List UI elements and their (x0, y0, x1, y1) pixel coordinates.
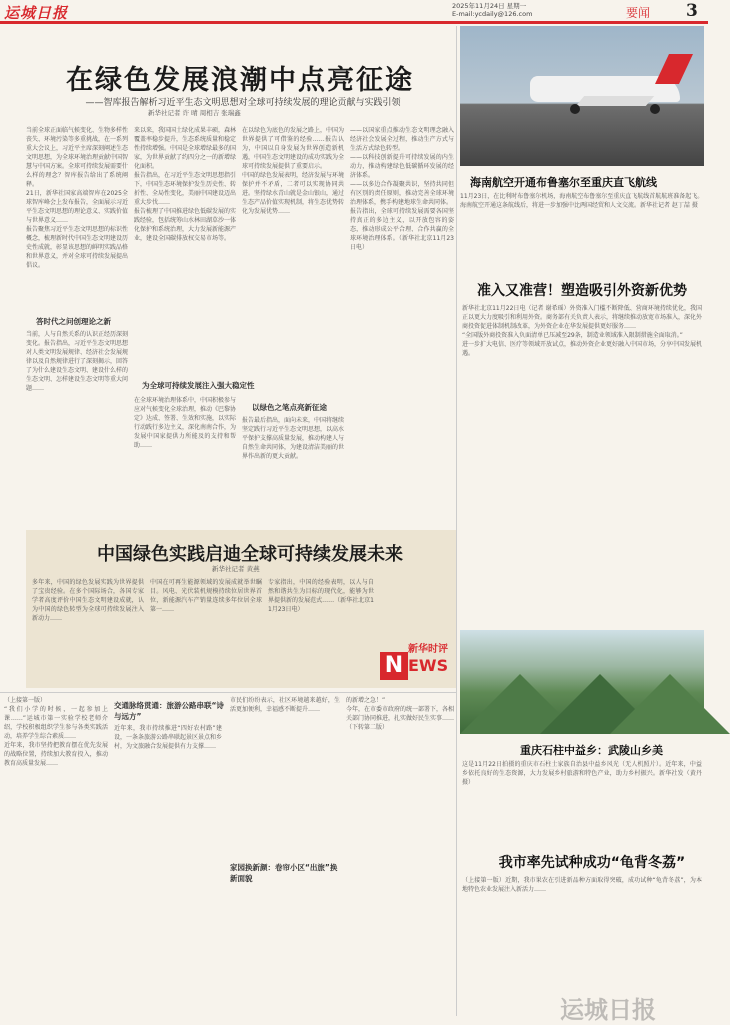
masthead (0, 0, 708, 24)
lead-byline: 新华社记者 许 晴 周相吉 张瑞鑫 (148, 109, 241, 117)
date-line: 2025年11月24日 星期一 (452, 2, 527, 10)
airplane-photo (460, 26, 704, 166)
right-article2-headline: 我市率先试种成功“龟背冬荔” (498, 855, 686, 871)
second-headline: 中国绿色实践启迪全球可持续发展未来 (97, 544, 403, 565)
lead-column-3b: 报告最后指出，面向未来，中国将继续坚定践行习近平生态文明思想，以高水平保护支撑高质量发展，推动构建人与自然生命共同体，为建设清洁美丽的世界作出新的更大贡献。 (242, 417, 345, 460)
mountain-photo (460, 630, 704, 734)
lower-subhead-1: 交通脉络贯通：旅游公路串联“诗与远方” (114, 701, 224, 721)
section-name: 要闻 (626, 6, 651, 20)
lead-column-1: 当前全球正面临气候变化、生物多样性丧失、环境污染等多重挑战，在一系列重大会议上，习近平主席深刻阐述生态文明思想，为全球环境治理贡献中国智慧与中国方案。全球可持续发展需要什么样的理念？智库报告给出了系统阐释。 21日，新华社国家高端智库在2025全球智库峰会上发布报告，全面展示习近平生态文明思想的理论意义、实践价值与世界意义…… 报告聚焦习近平生态文明思想的标识性概念，梳理新时代中国生态文明建设历史性成就，彰显该思想的鲜明实践品格和世界意义，并对全球可持续发展提出倡议。 (26, 127, 129, 269)
lead-subhead-2: 为全球可持续发展注入强大稳定性 (142, 381, 255, 390)
lower-subhead-2: 家园换新颜：卷帘小区“出旅”换新面貌 (230, 863, 338, 883)
landing-gear (570, 104, 580, 114)
lower-column-1: （上接第一版） “我们小学的时候，一起参加上课……”运城市第一实验学校老师介绍，学校积极组织学生参与各类实践活动，培养学生综合素质…… 近年来，我市坚持把教育摆在优先发展的战略位置，持续加大教育投入，推动教育高质量发展…… (4, 697, 108, 767)
column-divider (456, 26, 457, 1016)
news-badge-icon: N (380, 652, 408, 680)
page-number: 3 (686, 1, 698, 21)
issue-date (452, 2, 532, 18)
photo1-caption: 11月23日，在比利时布鲁塞尔机场，海南航空布鲁塞尔至重庆直飞航线首航航班准备起飞。海南航空开通这条航线后，将进一步加强中比两国经贸和人文交流。新华社记者 赵丁喆 摄 (460, 193, 704, 209)
lead-subhead-3: 以绿色之笔点亮新征途 (252, 403, 327, 412)
landing-gear (650, 104, 660, 114)
lead-column-2: 来以来，我国国土绿化成果丰硕，森林覆盖率稳步提升，生态系统质量和稳定性持续增强。中国是全球增绿最多的国家，为世界贡献了约四分之一的新增绿化面积。 报告指出，在习近平生态文明思想指引下，中国生态环境保护发生历史性、转折性、全局性变化，美丽中国建设迈出重大步伐…… 报告梳理了中国推进绿色低碳发展的实践经验，包括统筹山水林田湖草沙一体化保护和系统治理，大力发展新能源产业，建设全国碳排放权交易市场等。 (134, 127, 237, 242)
news-badge-ews: EWS (408, 656, 449, 675)
lower-column-4: 的新增之急！” 今年，在市委市政府的统一部署下，各相关部门协同推进，扎实做好民生实事……（下转第二版） (346, 697, 455, 731)
newspaper-logo: 运城日报 (4, 4, 69, 22)
mountain-shape (610, 674, 730, 734)
lead-column-4: ——以国家重点推动生态文明理念融入经济社会发展全过程，推动生产方式与生活方式绿色转型。 ——以科技创新提升可持续发展的内生动力，推动构建绿色低碳循环发展的经济体系。 ——以多边合作凝聚共识，坚持共同但有区别的责任原则，推动完善全球环境治理体系，携手构建地球生命共同体。 报告指出，全球可持续发展需要各国坚持真正的多边主义，以开放包容的姿态，推动形成公平合理、合作共赢的全球环境治理体系。（新华社北京11月23日电） (350, 127, 454, 251)
second-column-3: 专家指出，中国的经验表明，以人与自然和谐共生为目标的现代化，能够为世界提供新的发展范式……（新华社北京11月23日电） (268, 579, 374, 613)
lead-column-3: 在以绿色为底色的发展之路上，中国为世界提供了可借鉴的经验……报告认为，中国以自身发展为世界创造新机遇，中国生态文明建设的成功实践为全球可持续发展提供了重要启示。 中国的绿色发展表明，经济发展与环境保护并不矛盾，二者可以实现协同共进。坚持绿水青山就是金山银山，通过生态产品价值实现机制，将生态优势转化为发展优势…… (242, 127, 345, 215)
lead-headline: 在绿色发展浪潮中点亮征途 (66, 65, 414, 96)
right-article2-body: （上接第一版）近期，我市果农在引进新品种方面取得突破，成功试种“龟背冬荔”，为本地特色农业发展注入新活力…… (462, 877, 702, 893)
news-badge-label: 新华时评 (408, 644, 448, 655)
right-article-body: 新华社北京11月22日电（记者 谢希瑶）外资准入门槛不断降低、营商环境持续优化，我国正以更大力度吸引和利用外资。商务部有关负责人表示，将继续推动放宽市场准入，深化外商投资促进体制机制改革，为外资企业在华发展提供更好服务…… “全国版外商投资准入负面清单已压减至29条，制造业领域准入限制措施全面取消。” 进一步扩大电信、医疗等领域开放试点，推动外资企业更好融入中国市场，分享中国发展机遇。 (462, 305, 703, 357)
photo1-caption-title: 海南航空开通布鲁塞尔至重庆直飞航线 (470, 176, 657, 189)
section-divider (0, 692, 456, 693)
lead-subtitle: ——智库报告解析习近平生态文明思想对全球可持续发展的理论贡献与实践引领 (85, 98, 401, 108)
lead-column-1b: 当前，人与自然关系的认识正经历深刻变化。报告指出，习近平生态文明思想对人类文明发展规律、经济社会发展规律以及自然规律进行了深刻揭示，回答了为什么建设生态文明、建设什么样的生态文明、怎样建设生态文明等重大问题…… (26, 331, 129, 392)
lower-column-2: 近年来，我市持续推进“四好农村路”建设，一条条旅游公路串联起景区景点和乡村，为文旅融合发展提供有力支撑…… (114, 725, 223, 750)
second-byline: 新华社记者 黄燕 (212, 565, 260, 573)
right-article-headline: 准入又准营！塑造吸引外资新优势 (477, 283, 687, 299)
photo2-caption: 这是11月22日拍摄的重庆市石柱土家族自治县中益乡风光（无人机照片）。近年来，中益乡依托良好的生态资源，大力发展乡村旅游和特色产业，助力乡村振兴。新华社发（黄丹 摄） (462, 761, 704, 786)
photo2-caption-title: 重庆石柱中益乡：武陵山乡美 (520, 744, 663, 757)
lead-subhead-1: 答时代之问创理论之新 (36, 317, 111, 326)
watermark: 运城日报 (560, 996, 656, 1024)
lower-column-3: 市民们纷纷表示，社区环境越来越好，生活更加便利，幸福感不断提升…… (230, 697, 340, 713)
airplane-tail (655, 54, 693, 84)
lead-column-2b: 在全球环境治理体系中，中国积极参与应对气候变化全球治理，推动《巴黎协定》达成、签署、生效和实施，以实际行动践行多边主义，深化南南合作，为发展中国家提供力所能及的支持和帮助…… (134, 397, 237, 449)
email-line: E-mail:ycdaily@126.com (452, 10, 533, 18)
second-column-1: 多年来，中国的绿色发展实践为世界提供了宝贵经验。在多个国际场合，各国专家学者高度评价中国生态文明建设成就，认为中国的绿色转型为全球可持续发展注入新动力…… (32, 579, 144, 622)
second-column-2: 中国在可再生能源领域的发展成就举世瞩目。风电、光伏装机规模持续位居世界首位，新能源汽车产销量连续多年位居全球第一…… (150, 579, 262, 613)
airplane-wing (576, 96, 654, 106)
